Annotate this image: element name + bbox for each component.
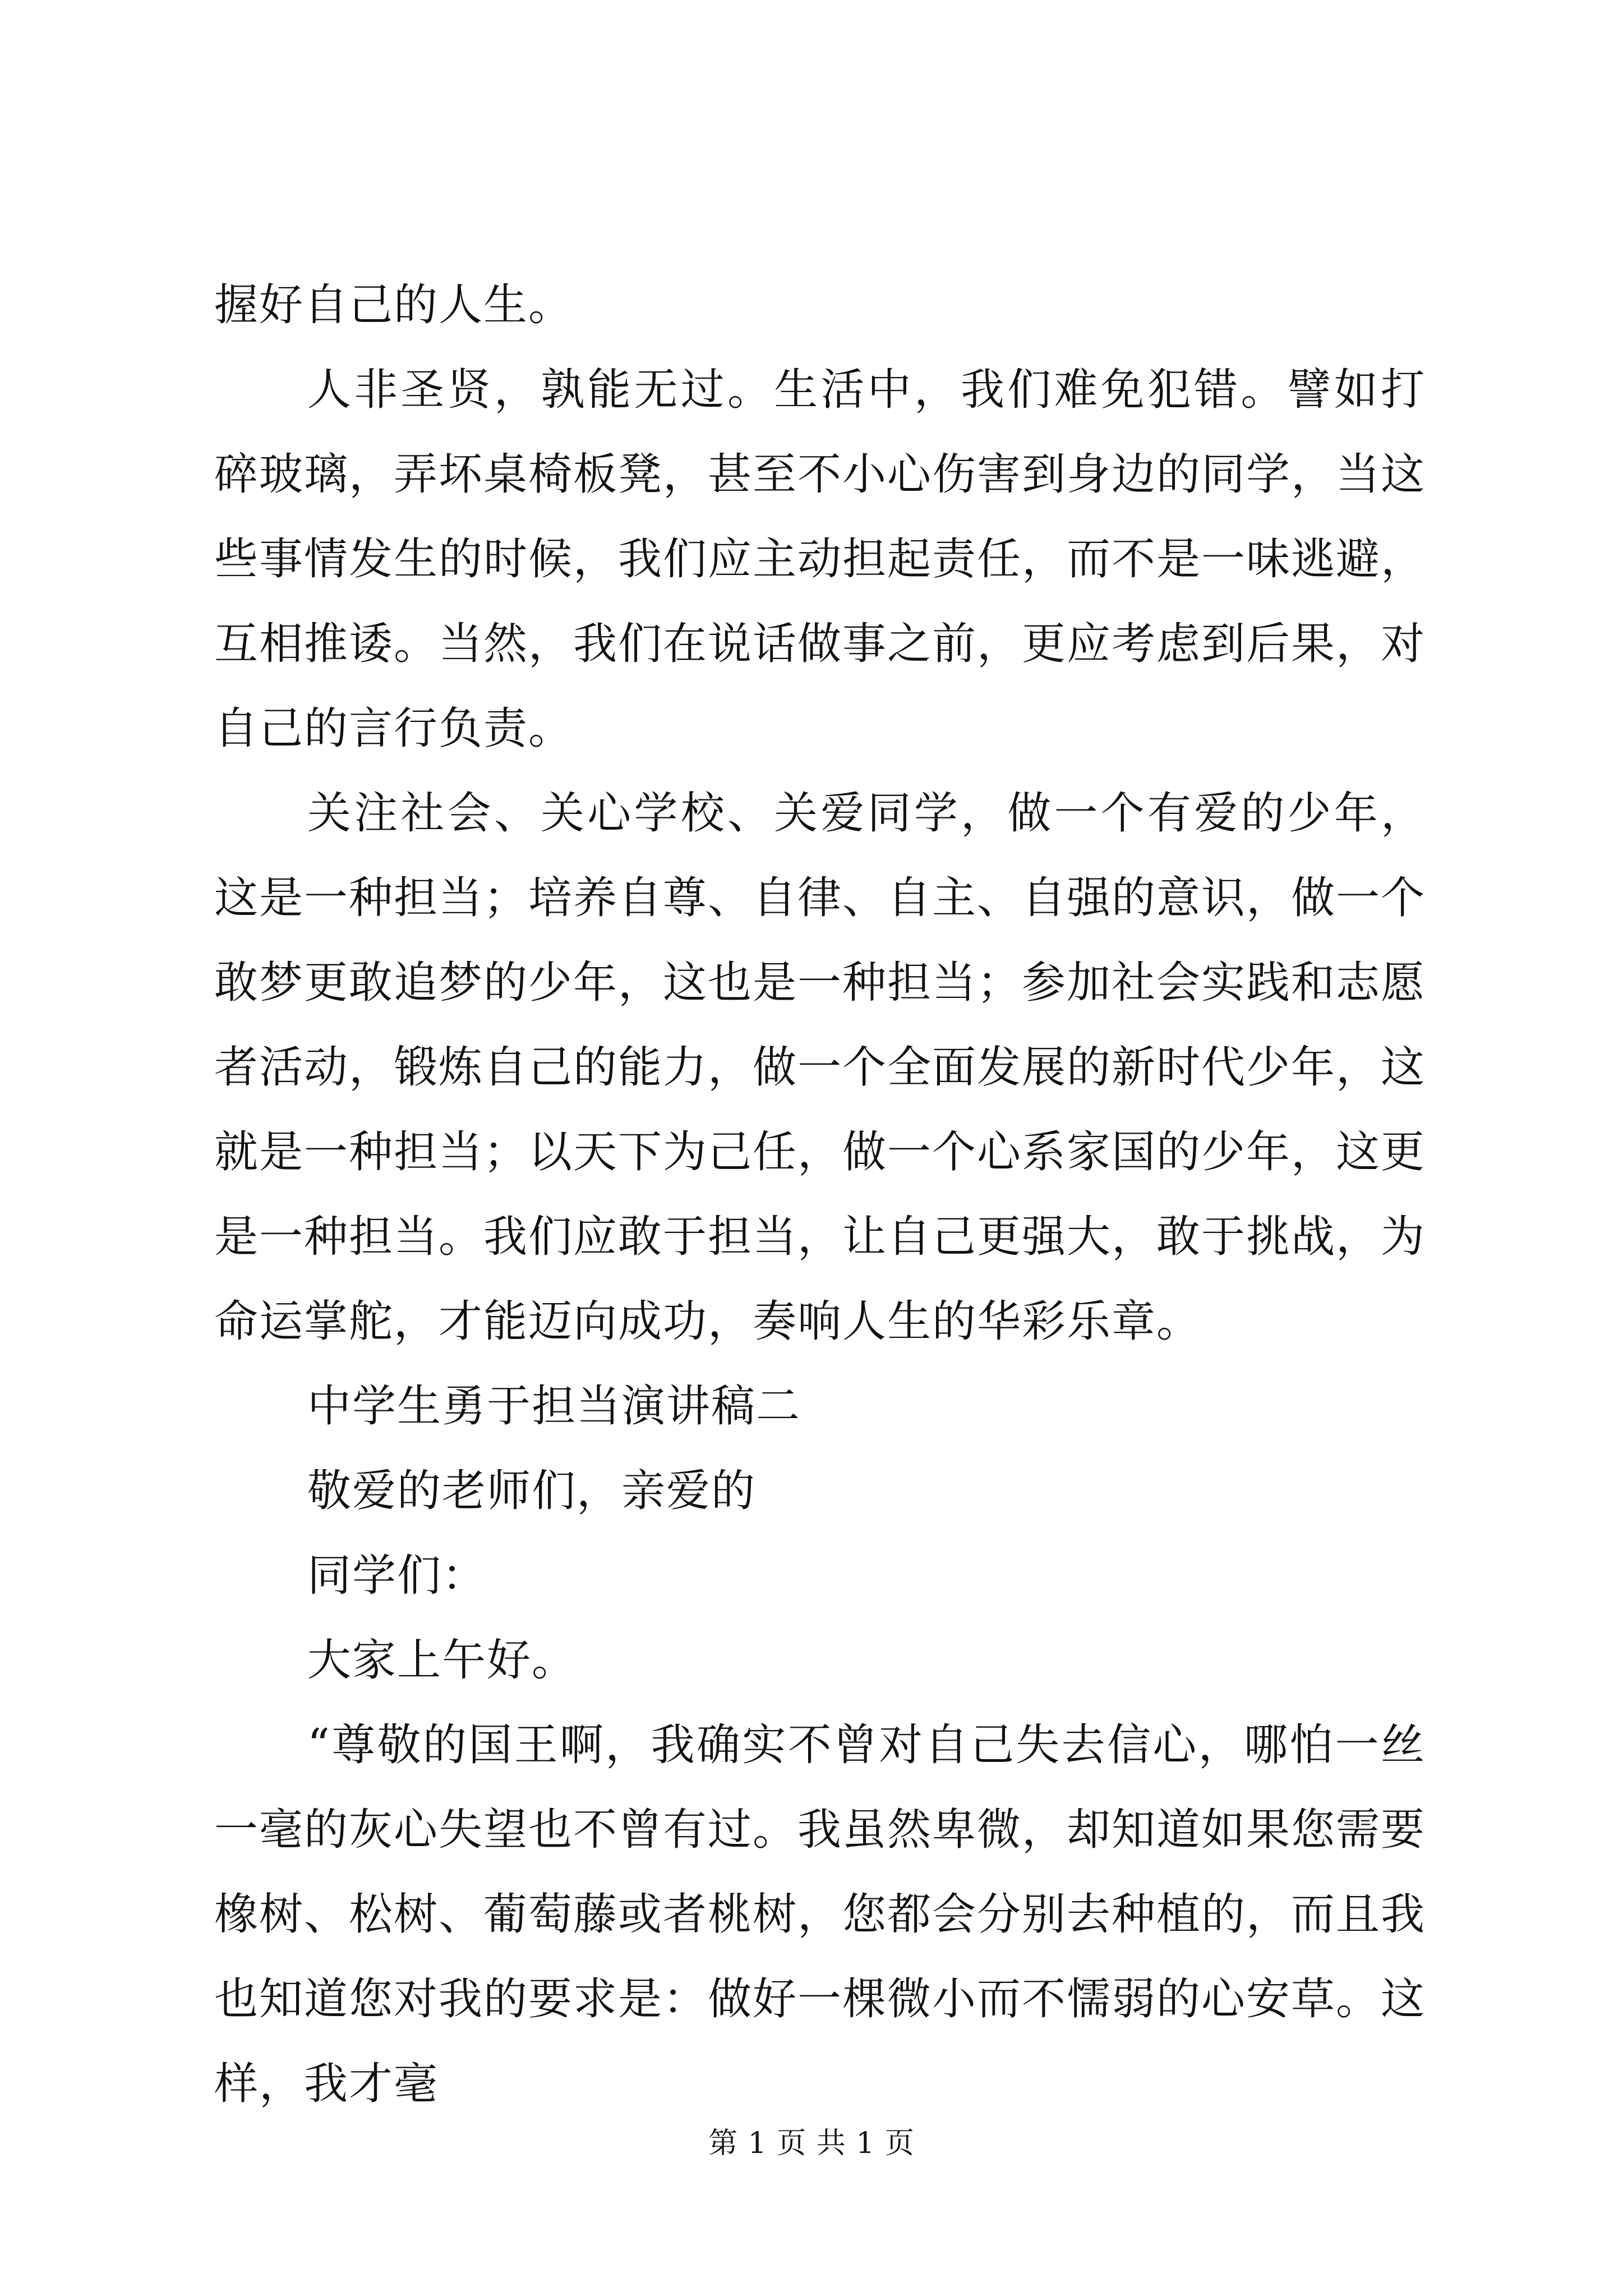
document-body: [214, 263, 1426, 2127]
paragraph-3: 关注社会、关心学校、关爱同学，做一个有爱的少年，这是一种担当；培养自尊、自律、自主、自强的意识，做一个敢梦更敢追梦的少年，这也是一种担当；参加社会实践和志愿者活动，锻炼自己的能力，做一个全面发展的新时代少年，这就是一种担当；以天下为己任，做一个心系家国的少年，这更是一种担当。我们应敢于担当，让自己更强大，敢于挑战，为命运掌舵，才能迈向成功，奏响人生的华彩乐章。: [214, 788, 1426, 1347]
greeting: 大家上午好。: [307, 1635, 577, 1686]
salutation-line-1: 敬爱的老师们，亲爱的: [307, 1466, 757, 1516]
section-heading: 中学生勇于担当演讲稿二: [307, 1381, 801, 1432]
paragraph-1: 握好自己的人生。: [214, 280, 574, 330]
paragraph-2: 人非圣贤，孰能无过。生活中，我们难免犯错。譬如打碎玻璃，弄坏桌椅板凳，甚至不小心伤害到身边的同学，当这些事情发生的时候，我们应主动担起责任，而不是一味逃避，互相推诿。当然，我们在说话做事之前，更应考虑到后果，对自己的言行负责。: [214, 365, 1426, 754]
salutation-line-2: 同学们：: [307, 1550, 487, 1601]
page-number-footer: 第 1 页 共 1 页: [708, 2127, 915, 2160]
paragraph-quote: “尊敬的国王啊，我确实不曾对自己失去信心，哪怕一丝一毫的灰心失望也不曾有过。我虽然卑微，却知道如果您需要橡树、松树、葡萄藤或者桃树，您都会分别去种植的，而且我也知道您对我的要求是：做好一棵微小而不懦弱的心安草。这样，我才毫: [214, 1720, 1426, 2109]
